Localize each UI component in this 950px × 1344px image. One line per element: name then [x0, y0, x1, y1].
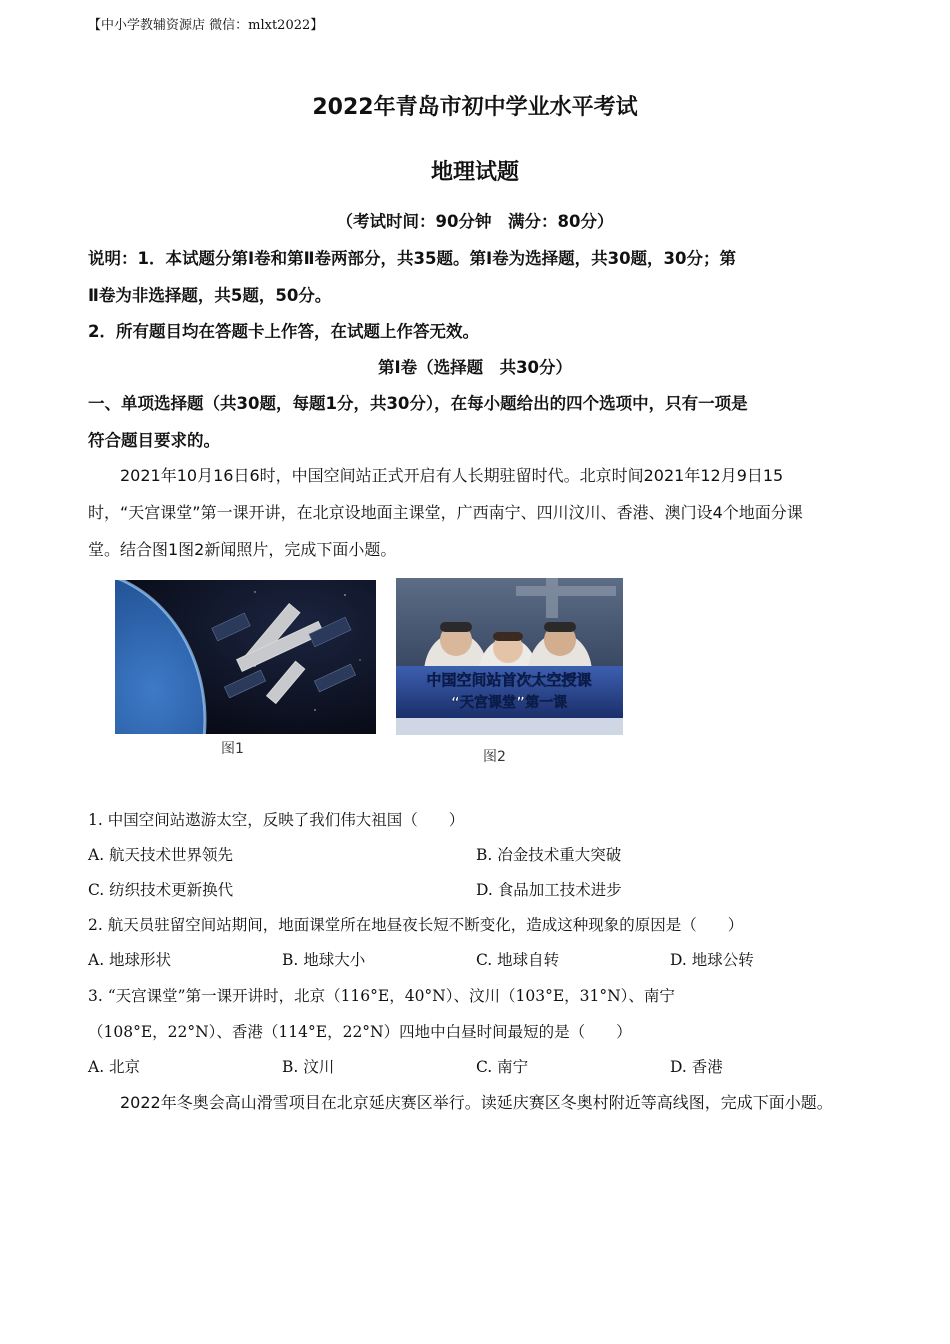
passage-1-line-3: 堂。结合图1图2新闻照片，完成下面小题。	[88, 540, 397, 559]
astronauts-illustration	[396, 578, 623, 735]
question-2-option-a[interactable]: A. 地球形状	[88, 951, 172, 969]
figure-1-space-station-photo	[115, 580, 376, 734]
figure-1-caption: 图1	[221, 741, 244, 757]
section-1-heading: 第Ⅰ卷（选择题 共30分）	[377, 358, 573, 377]
passage-1-line-1: 2021年10月16日6时，中国空间站正式开启有人长期驻留时代。北京时间2021年12月9日15	[120, 466, 784, 485]
note-1a: 说明：1．本试题分第Ⅰ卷和第Ⅱ卷两部分，共35题。第Ⅰ卷为选择题，共30题，30分；第	[88, 249, 737, 268]
exam-subject: 地理试题	[430, 160, 519, 185]
question-2-option-d[interactable]: D. 地球公转	[670, 951, 754, 969]
question-1-stem: 1. 中国空间站遨游太空，反映了我们伟大祖国（ ）	[88, 811, 465, 829]
question-2-stem: 2. 航天员驻留空间站期间，地面课堂所在地昼夜长短不断变化，造成这种现象的原因是（ ）	[88, 916, 744, 934]
question-2-option-b[interactable]: B. 地球大小	[282, 951, 366, 969]
part-1-instructions-b: 符合题目要求的。	[88, 431, 220, 450]
exam-meta: （考试时间：90分钟 满分：80分）	[336, 212, 614, 231]
figure-2-caption: 图2	[483, 749, 506, 765]
question-3-stem: 3. “天宫课堂”第一课开讲时，北京（116°E，40°N）、汶川（103°E，31°N）、南宁	[88, 987, 675, 1005]
figure-2-astronauts-photo	[396, 578, 623, 735]
passage-1-line-2: 时，“天宫课堂”第一课开讲，在北京设地面主课堂，广西南宁、四川汶川、香港、澳门设4个地面分课	[88, 503, 803, 522]
question-1-option-a[interactable]: A. 航天技术世界领先	[88, 846, 234, 864]
question-3-option-b[interactable]: B. 汶川	[282, 1058, 335, 1076]
note-1b: Ⅱ卷为非选择题，共5题，50分。	[88, 286, 332, 305]
question-2-option-c[interactable]: C. 地球自转	[476, 951, 560, 969]
figure-2-banner-line-1: 中国空间站首次太空授课	[426, 671, 592, 689]
question-1-option-c[interactable]: C. 纺织技术更新换代	[88, 881, 234, 899]
note-2: 2．所有题目均在答题卡上作答，在试题上作答无效。	[88, 322, 479, 341]
exam-title: 2022年青岛市初中学业水平考试	[312, 95, 638, 120]
passage-2: 2022年冬奥会高山滑雪项目在北京延庆赛区举行。读延庆赛区冬奥村附近等高线图，完成下面小题。	[120, 1093, 833, 1112]
watermark: 【中小学教辅资源店 微信：mlxt2022】	[88, 18, 324, 33]
space-station-illustration	[115, 580, 376, 734]
part-1-instructions-a: 一、单项选择题（共30题，每题1分，共30分），在每小题给出的四个选项中，只有一项是	[88, 394, 748, 413]
question-3-option-a[interactable]: A. 北京	[88, 1058, 141, 1076]
question-1-option-b[interactable]: B. 冶金技术重大突破	[476, 846, 622, 864]
question-3-stem-continued: （108°E，22°N）、香港（114°E，22°N）四地中白昼时间最短的是（ ）	[88, 1023, 632, 1041]
question-1-option-d[interactable]: D. 食品加工技术进步	[476, 881, 622, 899]
question-3-option-d[interactable]: D. 香港	[670, 1058, 723, 1076]
question-3-option-c[interactable]: C. 南宁	[476, 1058, 529, 1076]
figure-2-banner-line-2: “天宫课堂”第一课	[450, 695, 568, 711]
